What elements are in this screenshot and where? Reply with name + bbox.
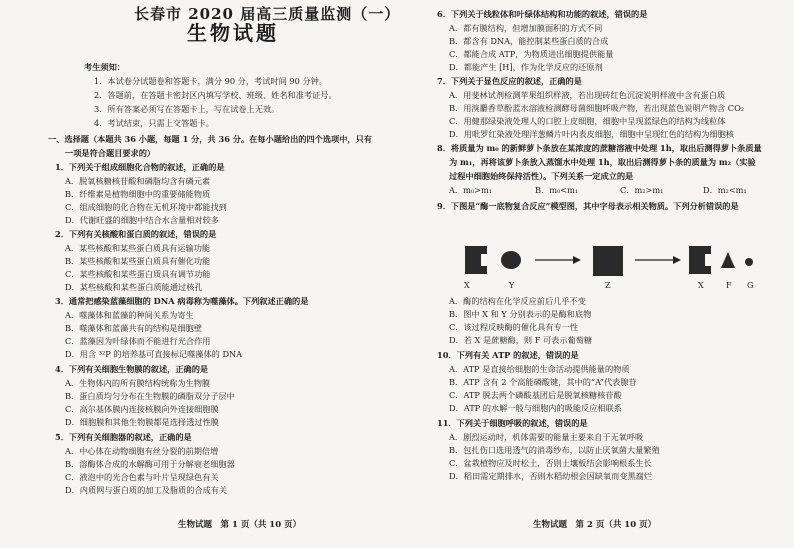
notice-line: 3．所有答案必须写在答题卡上，写在试卷上无效。 — [94, 104, 280, 114]
question-option: C．高尔基体膜内连接核膜向外连接细胞膜 — [65, 404, 219, 414]
question-option: C．某些核酸和某些蛋白质具有调节功能 — [65, 269, 211, 279]
question-option: D．用吡罗红染液处理洋葱鳞片叶内表皮细胞，细胞中呈现红色的结构为细胞核 — [449, 129, 734, 139]
diagram-label: X — [698, 281, 704, 290]
enzyme-x-shape — [689, 246, 711, 274]
question-stem: 5．下列有关细胞器的叙述，正确的是 — [55, 432, 192, 442]
question-option: B．某些核酸和某些蛋白质具有催化功能 — [65, 256, 211, 266]
question-option: C．组成细胞的化合物在无机环境中都能找到 — [65, 202, 227, 212]
question-option: C．盆栽植物应及时松土，否则土壤板结会影响根系生长 — [449, 458, 652, 468]
product-f-shape — [721, 252, 735, 268]
question-stem: 8．将质量为 m₀ 的新鲜萝卜条放在某浓度的蔗糖溶液中处理 1h，取出后测得萝卜条质量 — [437, 143, 762, 153]
notice-line: 1．本试卷分试题卷和答题卡，满分 90 分，考试时间 90 分钟。 — [94, 76, 327, 86]
exam-subject: 生物试题 — [187, 21, 279, 45]
question-option: C．液泡中的光合色素与叶片呈现绿色有关 — [65, 472, 219, 482]
question-option: B．噬藻体和蓝藻共有的结构是细胞壁 — [65, 323, 203, 333]
diagram-label: F — [726, 281, 732, 290]
question-stem: 过程中细胞始终保持活性）。下列关系一定成立的是 — [449, 171, 634, 181]
question-option: B．用溴麝香草酚蓝水溶液检测酵母菌细胞呼吸产物，若出现蓝色说明产物含 CO₂ — [449, 103, 745, 113]
question-option: D．细胞膜和其他生物膜都是选择透过性膜 — [65, 417, 219, 427]
question-option: B．蛋白质均匀分布在生物膜的磷脂双分子层中 — [65, 391, 235, 401]
question-option: D．ATP 的水解一般与细胞内的吸能反应相联系 — [449, 403, 622, 413]
question-option: A．m₀>m₁ — [449, 185, 493, 195]
question-option: D．内质网与蛋白质的加工及脂质的合成有关 — [65, 485, 228, 495]
section-heading: 一项是符合题目要求的） — [65, 148, 156, 158]
exam-title: 长春市 2020 届高三质量监测（一） — [134, 5, 401, 23]
page-footer: 生物试题 第 2 页（共 10 页） — [533, 520, 657, 530]
question-stem: 9．下图是“酶一底物复合反应”模型图，其中字母表示相关物质。下列分析错误的是 — [437, 201, 739, 211]
product-g-shape — [745, 258, 753, 266]
complex-z-shape — [593, 246, 623, 276]
question-option: B．包扎伤口选用透气的消毒纱布，以防止厌氧菌大量繁殖 — [449, 445, 660, 455]
notice-line: 4．考试结束，只需上交答题卡。 — [94, 118, 214, 128]
question-option: D．代谢旺盛的细胞中结合水含量相对较多 — [65, 215, 219, 225]
diagram-label: G — [747, 281, 754, 290]
enzyme-substrate-diagram — [453, 238, 753, 282]
diagram-label: Y — [509, 281, 515, 290]
section-heading: 一、选择题（本题共 36 小题，每题 1 分，共 36 分。在每小题给出的四个选项中，只有 — [48, 134, 372, 144]
question-option: D．都能产生 [H]，作为化学反应的还原剂 — [449, 62, 603, 72]
question-option: A．生物体内的所有膜结构统称为生物膜 — [65, 378, 211, 388]
arrow-icon — [573, 256, 581, 264]
question-stem: 11．下列关于细胞呼吸的叙述，错误的是 — [437, 418, 588, 428]
question-option: C．m₂>m₁ — [620, 185, 664, 195]
question-option: D．某些核酸和某些蛋白质能通过核孔 — [65, 282, 203, 292]
diagram-label: Z — [605, 281, 611, 290]
question-option: B．溶酶体合成的水解酶可用于分解衰老细胞器 — [65, 459, 235, 469]
question-option: C．ATP 脱去两个磷酸基团后是脱氧核糖核苷酸 — [449, 390, 622, 400]
question-option: A．酶的结构在化学反应前后几乎不变 — [449, 296, 586, 306]
question-option: B．都含有 DNA，能控制某些蛋白质的合成 — [449, 36, 609, 46]
question-option: A．用斐林试剂检测苹果组织样液，若出现砖红色沉淀说明样液中含有蛋白质 — [449, 90, 726, 100]
question-option: A．ATP 是直接给细胞的生命活动提供能量的物质 — [449, 364, 630, 374]
question-option: A．某些核酸和某些蛋白质具有运输功能 — [65, 243, 211, 253]
arrow-icon — [673, 256, 681, 264]
question-option: B．纤维素是植物细胞中的重要储能物质 — [65, 189, 211, 199]
question-stem: 3．通常把感染蓝藻细胞的 DNA 病毒称为噬藻体。下列叙述正确的是 — [55, 296, 309, 306]
question-stem: 10．下列有关 ATP 的叙述，错误的是 — [437, 350, 579, 360]
question-stem: 为 m₁，再将该萝卜条放入蒸馏水中处理 1h，取出后测得萝卜条的质量为 m₂（实验 — [449, 157, 756, 167]
question-stem: 1．下列关于组成细胞化合物的叙述，正确的是 — [55, 162, 225, 172]
question-option: A．脱氧核糖核苷酸和磷脂均含有磷元素 — [65, 176, 211, 186]
notice-line: 2．答题前，在答题卡密封区内填写学校、班级、姓名和准考证号。 — [94, 90, 337, 100]
question-option: D．m₂<m₁ — [703, 185, 747, 195]
notice-heading: 考生须知： — [84, 62, 125, 72]
question-option: D．若 X 是蔗糖酶，则 F 可表示葡萄糖 — [449, 335, 593, 345]
question-stem: 4．下列有关细胞生物膜的叙述，正确的是 — [55, 364, 209, 374]
question-option: B．m₀<m₁ — [535, 185, 579, 195]
substrate-y-shape — [501, 251, 521, 269]
question-option: D．稻田需定期排水，否则水稻幼根会因缺氧而变黑腐烂 — [449, 471, 653, 481]
question-stem: 7．下列关于显色反应的叙述，正确的是 — [437, 76, 582, 86]
question-option: A．噬藻体和蓝藻的种间关系为寄生 — [65, 310, 194, 320]
page-footer: 生物试题 第 1 页（共 10 页） — [178, 520, 302, 530]
question-option: D．用含 ³²P 的培养基可直接标记噬藻体的 DNA — [65, 349, 243, 359]
question-option: B．ATP 含有 2 个高能磷酸键，其中的“A”代表腺苷 — [449, 377, 637, 387]
question-option: A．剧烈运动时，机体需要的能量主要来自于无氧呼吸 — [449, 432, 644, 442]
question-option: B．图中 X 和 Y 分别表示的是酶和底物 — [449, 309, 592, 319]
question-option: C．都能合成 ATP，为物质进出细胞提供能量 — [449, 49, 614, 59]
question-option: C．该过程反映酶的催化具有专一性 — [449, 322, 579, 332]
question-option: C．蓝藻因为叶绿体而不能进行光合作用 — [65, 336, 211, 346]
diagram-label: X — [464, 281, 470, 290]
question-option: C．用健那绿染液处理人的口腔上皮细胞，细胞中呈现蓝绿色的结构为线粒体 — [449, 116, 726, 126]
enzyme-x-shape — [465, 246, 487, 274]
page-2 — [405, 0, 790, 548]
question-stem: 6．下列关于线粒体和叶绿体结构和功能的叙述，错误的是 — [437, 9, 648, 19]
question-option: A．都有膜结构，但增加膜面积的方式不同 — [449, 23, 603, 33]
question-stem: 2．下列有关核酸和蛋白质的叙述，错误的是 — [55, 229, 217, 239]
question-option: A．中心体在动物细胞有丝分裂的前期倍增 — [65, 446, 219, 456]
